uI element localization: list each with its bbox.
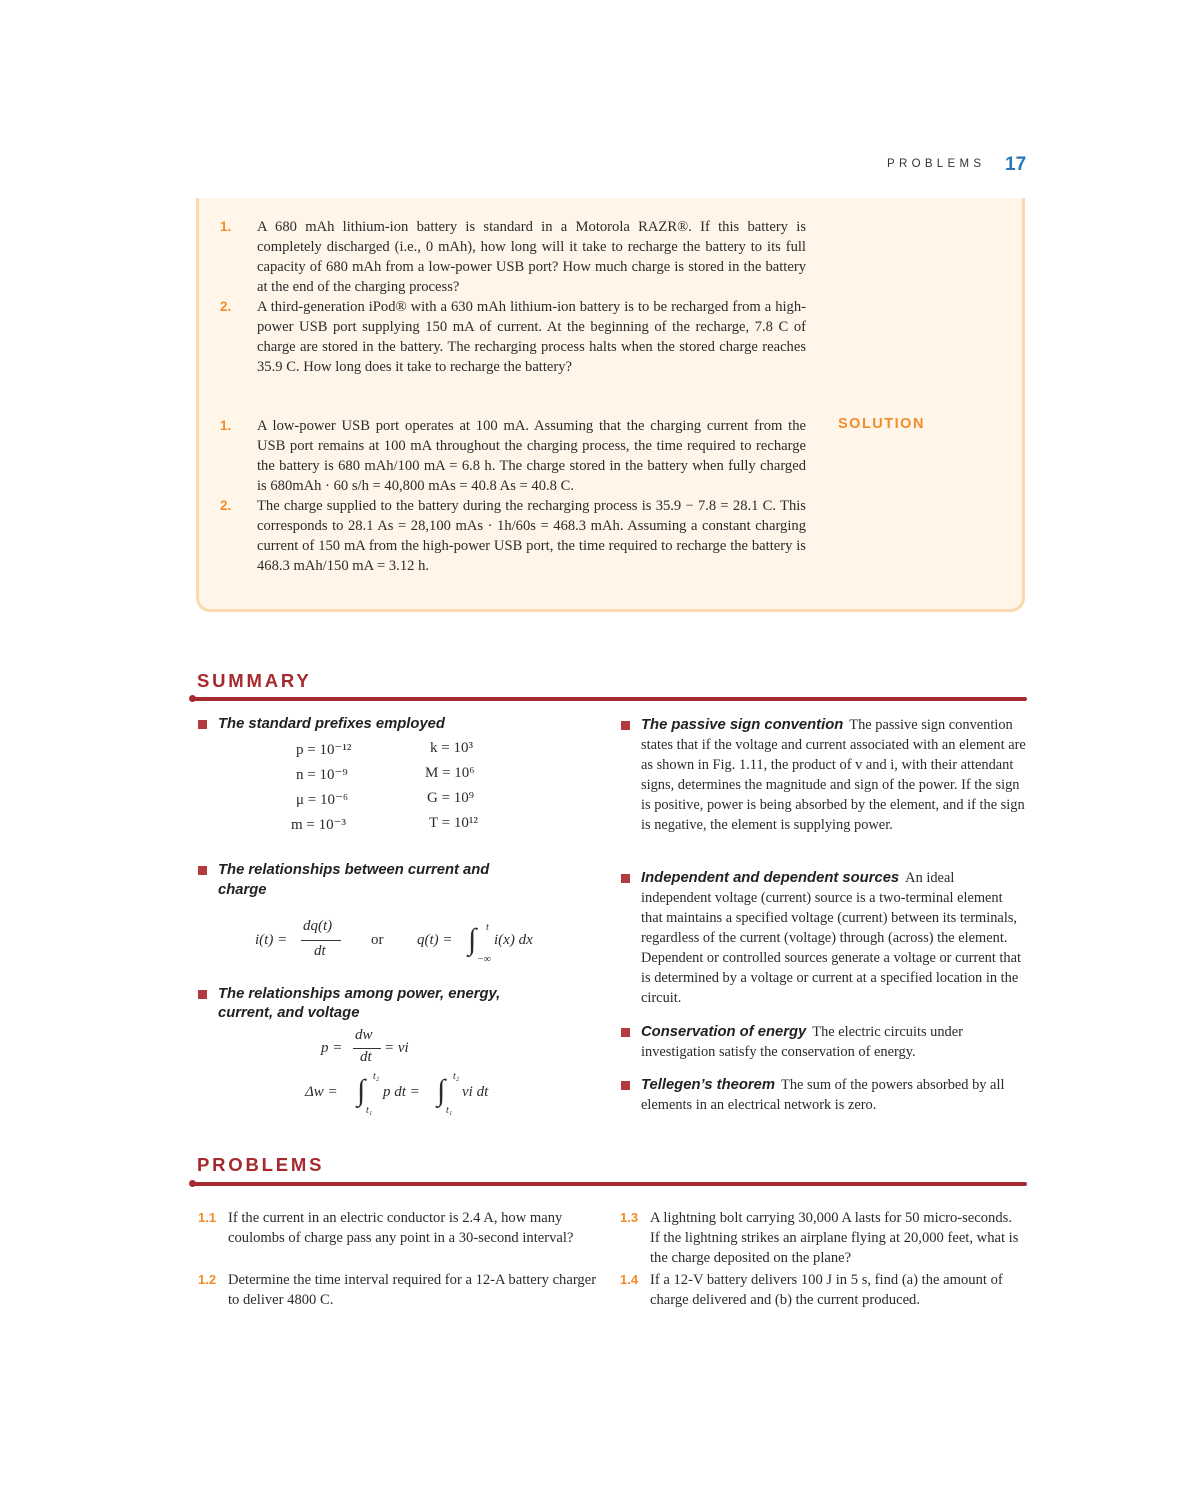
problem-item [198, 1208, 598, 1248]
example-solution [220, 496, 806, 576]
bullet-square-icon [621, 721, 630, 730]
example-question-number: 2. [220, 299, 232, 314]
prefix-n: n = 10⁻⁹ [296, 767, 348, 783]
eq-power-denominator: dt [360, 1049, 372, 1065]
example-question [220, 297, 806, 377]
example-solution-number: 1. [220, 418, 232, 433]
eq-power-numerator: dw [355, 1027, 373, 1043]
problem-item [620, 1270, 1025, 1310]
problem-number: 1.2 [198, 1272, 217, 1287]
eq-or: or [371, 932, 384, 948]
example-question-number: 1. [220, 219, 232, 234]
problem-number: 1.4 [620, 1272, 639, 1287]
example-questions [220, 217, 806, 377]
prefix-p: p = 10⁻¹² [296, 742, 352, 758]
eq-energy-upper-limit: t₂ [373, 1071, 380, 1082]
prefix-T: T = 10¹² [429, 815, 478, 831]
problem-number: 1.1 [198, 1210, 217, 1225]
bullet-square-icon [198, 990, 207, 999]
problem-number: 1.3 [620, 1210, 639, 1225]
problem-item [198, 1270, 598, 1310]
eq-charge-lhs: q(t) = [417, 932, 453, 948]
example-question-text: A third-generation iPod® with a 630 mAh lithium-ion battery is to be recharged from a high-power USB port supplying 150 mA of current. At the beginning of the recharge, 7.8 C of charge are stored in the battery. The recharging process halts when the stored charge reaches 35.9 C. How long does it take to recharge the battery? [257, 299, 806, 375]
eq-power-lhs: p = [321, 1040, 343, 1056]
problem-text: If a 12-V battery delivers 100 J in 5 s, find (a) the amount of charge delivered and (b) the current produced. [650, 1272, 1003, 1308]
eq-energy-end: vi dt [462, 1084, 489, 1100]
prefix-mu: μ = 10⁻⁶ [296, 792, 349, 808]
summary-item-tellegen [641, 1075, 1026, 1115]
summary-item-lead: Independent and dependent sources [641, 870, 900, 886]
prefix-k: k = 10³ [430, 740, 473, 756]
prefix-M: M = 10⁶ [425, 765, 475, 781]
fraction-bar [301, 940, 341, 941]
bullet-square-icon [621, 874, 630, 883]
problem-text: Determine the time interval required for a 12-A battery charger to deliver 4800 C. [228, 1272, 597, 1308]
summary-title: SUMMARY [197, 670, 312, 691]
eq-energy-middle: p dt = [383, 1084, 420, 1100]
integral-sign-icon: ∫ [437, 1074, 446, 1107]
eq-energy-upper-limit-2: t₂ [453, 1071, 460, 1082]
bullet-square-icon [198, 866, 207, 875]
example-solution-text: The charge supplied to the battery during the recharging process is 35.9 − 7.8 = 28.1 C. This corresponds to 28.1 As = 28,100 mAs · 1h/60s = 468.3 mAh. Assuming a constant charging current of 150 mA from the high-power USB port, the time required to recharge the battery is 468.3 mAh/150 mA = 3.12 h. [257, 498, 806, 574]
summary-item-conservation [641, 1022, 1026, 1062]
problems-title: PROBLEMS [197, 1154, 325, 1175]
eq-current-denominator: dt [314, 943, 326, 959]
prefix-G: G = 10⁹ [427, 790, 475, 806]
eq-energy-lhs: Δw = [305, 1084, 338, 1100]
summary-item-text: An ideal independent voltage (current) source is a two-terminal element that maintains a specified voltage (current) between its terminals, regardless of the current (voltage) through (across) the element. Dependent or controlled sources generate a voltage or current that is determined by a voltage or current at a specified location in the circuit. [641, 870, 1021, 1006]
summary-item-lead: Conservation of energy [641, 1024, 807, 1040]
current-charge-heading-line1: The relationships between current and [218, 862, 490, 878]
example-question-text: A 680 mAh lithium-ion battery is standard in a Motorola RAZR®. If this battery is completely discharged (i.e., 0 mAh), how long will it take to recharge the battery to its full capacity of 680 mAh from a low-power USB port? How much charge is stored in the battery at the end of the charging process? [257, 219, 806, 295]
running-header [820, 154, 1030, 178]
summary-item-lead: Tellegen’s theorem [641, 1077, 776, 1093]
running-section-title: PROBLEMS [887, 158, 986, 170]
bullet-square-icon [621, 1028, 630, 1037]
example-question [220, 217, 806, 297]
eq-current-numerator: dq(t) [303, 918, 333, 934]
bullet-square-icon [198, 720, 207, 729]
solution-label: SOLUTION [838, 416, 925, 432]
eq-current-lhs: i(t) = [255, 932, 288, 948]
bullet-square-icon [621, 1081, 630, 1090]
eq-charge-integrand: i(x) dx [494, 932, 533, 948]
problem-item [620, 1208, 1025, 1268]
integral-sign-icon: ∫ [468, 923, 477, 956]
problems-rule [191, 1182, 1027, 1186]
prefixes-heading: The standard prefixes employed [218, 716, 445, 732]
example-solution [220, 416, 806, 496]
eq-charge-lower-limit: −∞ [477, 954, 491, 965]
prefix-m: m = 10⁻³ [291, 817, 347, 833]
summary-item-text: The passive sign convention states that if the voltage and current associated with an element are as shown in Fig. 1.11, the product of v and i, with their attendant signs, determines the magnitude and sign of the power. If the sign is positive, power is being absorbed by the element, and if the sign is negative, the element is supplying power. [641, 717, 1026, 833]
summary-item-text: The sum of the powers absorbed by all elements in an electrical network is zero. [641, 1077, 1005, 1113]
current-charge-heading-line2: charge [218, 882, 267, 898]
eq-energy-lower-limit-2: t₁ [446, 1105, 453, 1116]
eq-power-rhs: = vi [384, 1040, 409, 1056]
summary-item-text: The electric circuits under investigation satisfy the conservation of energy. [641, 1024, 963, 1060]
integral-sign-icon: ∫ [357, 1074, 366, 1107]
summary-rule [191, 697, 1027, 701]
summary-item-lead: The passive sign convention [641, 717, 844, 733]
eq-charge-upper-limit: t [486, 922, 489, 933]
problem-text: A lightning bolt carrying 30,000 A lasts for 50 micro-seconds. If the lightning strikes an airplane flying at 20,000 feet, what is the charge deposited on the plane? [650, 1210, 1019, 1266]
example-solution-number: 2. [220, 498, 232, 513]
example-solution-text: A low-power USB port operates at 100 mA. Assuming that the charging current from the USB port remains at 100 mA throughout the charging process, the time required to recharge the battery is 680 mAh/100 mA = 6.8 h. The charge stored in the battery when fully charged is 680mAh · 60 s/h = 40,800 mAs = 40.8 As = 40.8 C. [257, 418, 806, 494]
page-number: 17 [1005, 154, 1027, 175]
example-solutions [220, 416, 806, 576]
summary-item-sources [641, 868, 1026, 1008]
eq-energy-lower-limit: t₁ [366, 1105, 373, 1116]
power-energy-heading-line1: The relationships among power, energy, [218, 986, 501, 1002]
problem-text: If the current in an electric conductor is 2.4 A, how many coulombs of charge pass any point in a 30-second interval? [228, 1210, 574, 1246]
power-energy-heading-line2: current, and voltage [218, 1005, 360, 1021]
summary-item-passive-sign [641, 715, 1026, 835]
